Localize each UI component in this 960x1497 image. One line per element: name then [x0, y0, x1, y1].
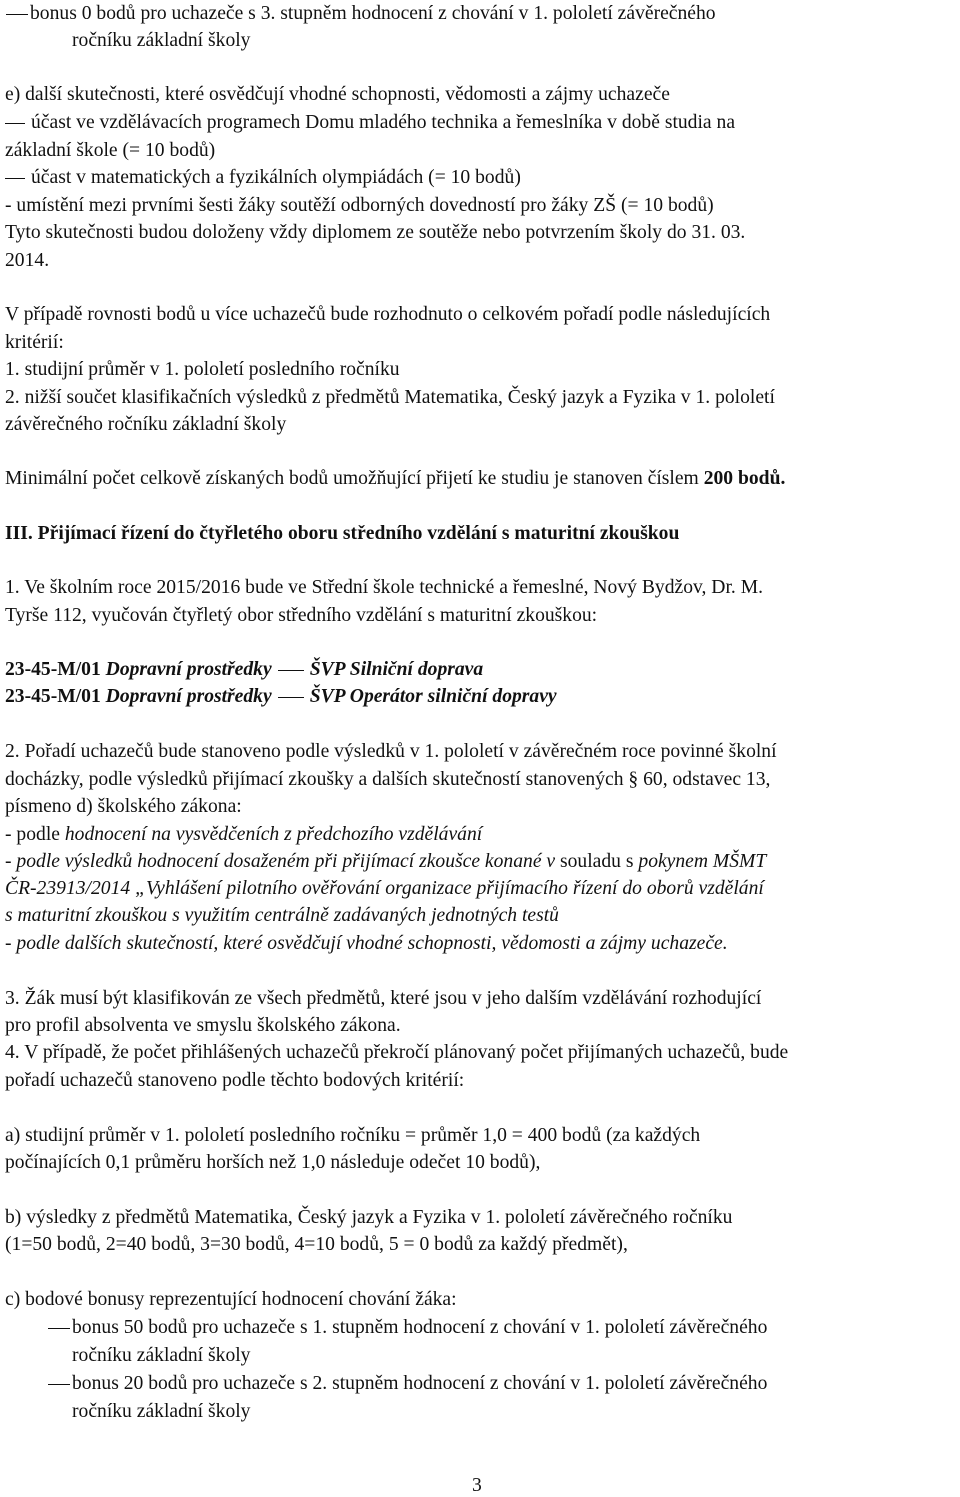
text-line: b) výsledky z předmětů Matematika, Český jazyk a Fyzika v 1. pololetí závěrečného ročníku — [5, 1207, 733, 1228]
code-span: 23-45-M/01 — [5, 659, 106, 680]
bullet-bonus-0 — [30, 2, 716, 26]
program-name: Dopravní prostředky — [105, 659, 272, 680]
dash-icon — [5, 178, 25, 179]
text-line: 1. Ve školním roce 2015/2016 bude ve Střední škole technické a řemeslné, Nový Bydžov, Dr. M. — [5, 577, 764, 598]
text-span: účast ve vzdělávacích programech Domu mladého technika a řemeslníka v době studia na — [31, 112, 736, 133]
text-line: 3. Žák musí být klasifikován ze všech předmětů, které jsou v jeho dalším vzdělávání rozhodující — [5, 988, 762, 1009]
italic-span: - podle výsledků hodnocení dosaženém při přijímací zkoušce konané v — [5, 851, 556, 872]
svp-name: ŠVP Operátor silniční dopravy — [309, 686, 557, 707]
text-line: Tyrše 112, vyučován čtyřletý obor středního vzdělání s maturitní zkouškou: — [5, 605, 598, 626]
text-line: pořadí uchazečů stanoveno podle těchto bodových kritérií: — [5, 1070, 465, 1091]
text-line — [5, 111, 735, 135]
text-line — [5, 904, 559, 928]
text-line: bonus 0 bodů pro uchazeče s 3. stupněm hodnocení z chování v 1. pololetí závěrečného — [30, 3, 716, 24]
text-line: Tyto skutečnosti budou doloženy vždy diplomem ze soutěže nebo potvrzením školy do 31. 03. — [5, 222, 746, 243]
text-line: - umístění mezi prvními šesti žáky soutěží odborných dovedností pro žáky ZŠ (= 10 bodů) — [5, 195, 714, 216]
text-line: e) další skutečnosti, které osvědčují vhodné schopnosti, vědomosti a zájmy uchazeče — [5, 84, 670, 105]
text-line — [5, 166, 521, 190]
svp-name: ŠVP Silniční doprava — [309, 659, 484, 680]
text-line: (1=50 bodů, 2=40 bodů, 3=30 bodů, 4=10 bodů, 5 = 0 bodů za každý předmět), — [5, 1234, 628, 1255]
text-line: bonus 20 bodů pro uchazeče s 2. stupněm hodnocení z chování v 1. pololetí závěrečného — [72, 1373, 768, 1394]
text-line: ročníku základní školy — [72, 1401, 251, 1422]
italic-span: - podle dalších skutečností, které osvědčují vhodné schopnosti, vědomosti a zájmy uchazeče. — [5, 933, 728, 954]
text-span: Minimální počet celkově získaných bodů umožňující přijetí ke studiu je stanoven číslem — [5, 468, 704, 489]
text-line: závěrečného ročníku základní školy — [5, 414, 287, 435]
text-span: souladu s — [555, 851, 639, 872]
text-line — [5, 932, 728, 956]
italic-span: s maturitní zkouškou s využitím centrálně zadávaných jednotných testů — [5, 905, 559, 926]
text-line: c) bodové bonusy reprezentující hodnocení chování žáka: — [5, 1289, 457, 1310]
program-name: Dopravní prostředky — [105, 686, 272, 707]
text-line: ročníku základní školy — [72, 30, 251, 51]
text-line: písmeno d) školského zákona: — [5, 796, 242, 817]
text-line: základní škole (= 10 bodů) — [5, 140, 216, 161]
text-span: - podle — [5, 824, 65, 845]
bullet-bonus-50 — [72, 1316, 767, 1340]
text-line: 2. Pořadí uchazečů bude stanoveno podle výsledků v 1. pololetí v závěrečném roce povinné školní — [5, 741, 777, 762]
text-line: kritérií: — [5, 332, 64, 353]
text-line: pro profil absolventa ve smyslu školského zákona. — [5, 1015, 401, 1036]
text-line: 2014. — [5, 250, 50, 271]
bullet-bonus-20 — [72, 1372, 767, 1396]
text-line: 4. V případě, že počet přihlášených uchazečů překročí plánovaný počet přijímaných uchazečů, bude — [5, 1042, 789, 1063]
program-line — [5, 658, 483, 682]
section-heading — [5, 522, 679, 546]
text-line: docházky, podle výsledků přijímací zkoušky a dalších skutečností stanovených § 60, odstavec 13, — [5, 769, 771, 790]
dash-icon — [278, 697, 304, 698]
text-line: bonus 50 bodů pro uchazeče s 1. stupněm hodnocení z chování v 1. pololetí závěrečného — [72, 1317, 768, 1338]
text-line — [5, 467, 785, 491]
program-line — [5, 685, 557, 709]
code-span: 23-45-M/01 — [5, 686, 106, 707]
text-line: a) studijní průměr v 1. pololetí posledního ročníku = průměr 1,0 = 400 bodů (za každých — [5, 1125, 701, 1146]
italic-span: ČR-23913/2014 „Vyhlášení pilotního ověřování organizace přijímacího řízení do oborů vzdělání — [5, 878, 764, 899]
dash-icon — [5, 123, 25, 124]
text-line: 2. nižší součet klasifikačních výsledků z předmětů Matematika, Český jazyk a Fyzika v 1. pololetí — [5, 387, 775, 408]
page-number: 3 — [472, 1475, 482, 1496]
heading-text: III. Přijímací řízení do čtyřletého oboru středního vzdělání s maturitní zkouškou — [5, 523, 680, 544]
dash-icon — [278, 670, 304, 671]
text-line: počínajících 0,1 průměru horších než 1,0 následuje odečet 10 bodů), — [5, 1152, 541, 1173]
text-line — [5, 877, 764, 901]
text-line — [5, 850, 766, 874]
text-line: V případě rovnosti bodů u více uchazečů bude rozhodnuto o celkovém pořadí podle následujících — [5, 304, 771, 325]
text-span: účast v matematických a fyzikálních olympiádách (= 10 bodů) — [31, 167, 521, 188]
italic-span: pokynem MŠMT — [638, 851, 767, 872]
bold-span: 200 bodů. — [703, 468, 786, 489]
text-line — [5, 823, 482, 847]
text-line: ročníku základní školy — [72, 1345, 251, 1366]
text-line: 1. studijní průměr v 1. pololetí posledního ročníku — [5, 359, 400, 380]
italic-span: hodnocení na vysvědčeních z předchozího vzdělávání — [64, 824, 483, 845]
